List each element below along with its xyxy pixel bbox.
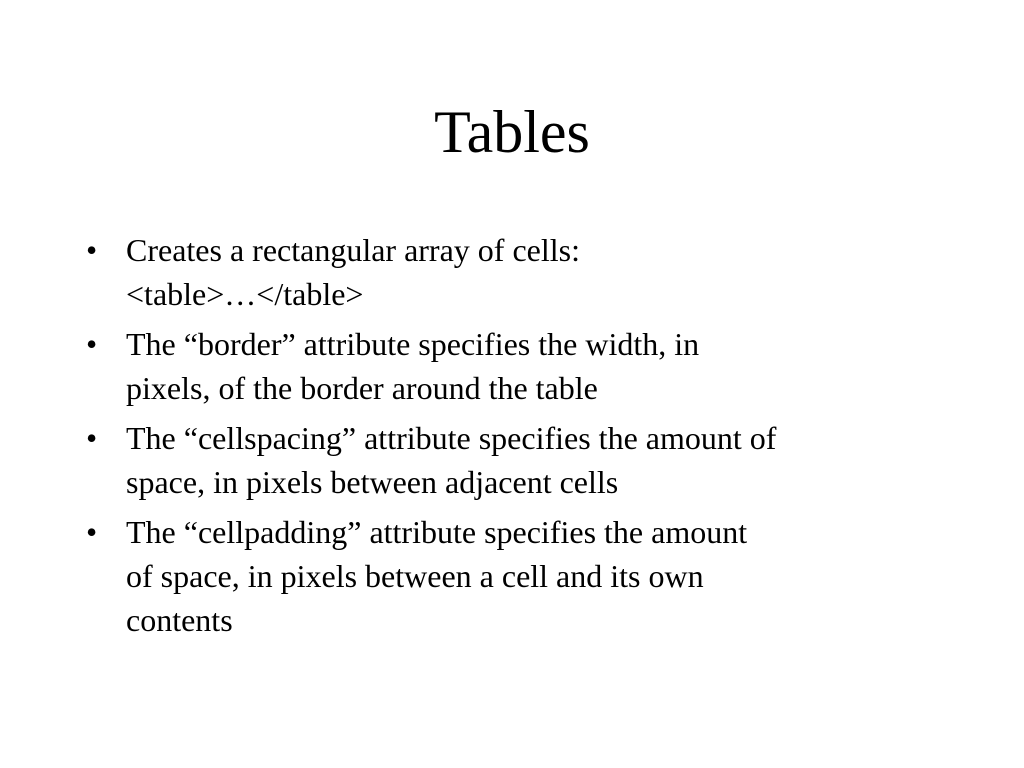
bullet-line: contents	[126, 602, 233, 638]
bullet-line: The “border” attribute specifies the width, in	[126, 326, 700, 362]
bullet-line: pixels, of the border around the table	[126, 370, 598, 406]
bullet-item	[86, 228, 956, 316]
bullet-marker: •	[86, 514, 98, 550]
bullet-marker: •	[86, 326, 98, 362]
bullet-line: space, in pixels between adjacent cells	[126, 464, 619, 500]
bullet-item	[86, 416, 956, 504]
bullet-marker: •	[86, 420, 98, 456]
bullet-item	[86, 510, 956, 642]
bullet-line: <table>…</table>	[126, 276, 364, 312]
bullet-line: Creates a rectangular array of cells:	[126, 232, 580, 268]
bullet-list	[86, 228, 956, 648]
bullet-line: of space, in pixels between a cell and its own	[126, 558, 704, 594]
bullet-line: The “cellspacing” attribute specifies the amount of	[126, 420, 777, 456]
slide-title: Tables	[434, 99, 590, 165]
bullet-marker: •	[86, 232, 98, 268]
bullet-line: The “cellpadding” attribute specifies the amount	[126, 514, 748, 550]
bullet-item	[86, 322, 956, 410]
